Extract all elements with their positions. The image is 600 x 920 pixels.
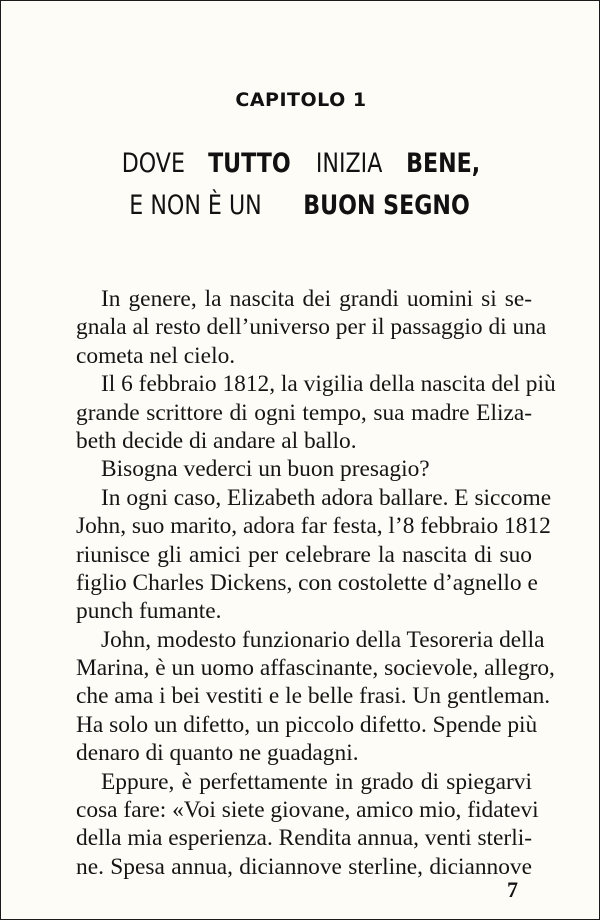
chapter-title-line-2 <box>1 185 600 227</box>
text-line: In genere, la nascita dei grandi uomini si se- <box>101 286 532 312</box>
text-line: gnala al resto dell’universo per il passaggio di una <box>76 314 547 341</box>
title-segment-bold: BENE, <box>406 148 481 179</box>
text-line: beth decide di andare al ballo. <box>76 427 357 454</box>
chapter-label: CAPITOLO 1 <box>235 89 367 111</box>
title-segment: INIZIA <box>308 148 390 179</box>
page-number: 7 <box>507 877 518 902</box>
text-line: In ogni caso, Elizabeth adora ballare. E siccome <box>101 484 552 511</box>
title-segment-bold: BUON SEGNO <box>302 190 470 221</box>
text-line: punch fumante. <box>76 598 222 625</box>
text-line: Il 6 febbraio 1812, la vigilia della nascita del più <box>101 371 556 398</box>
text-line: John, suo marito, adora far festa, l’8 febbraio 1812 <box>76 513 551 540</box>
text-line: Bisogna vederci un buon presagio? <box>101 456 430 483</box>
text-line: grande scrittore di ogni tempo, sua madre Eliza- <box>76 399 532 426</box>
text-line: cometa nel cielo. <box>76 342 236 369</box>
text-line: riunisce gli amici per celebrare la nascita di suo <box>76 541 532 568</box>
text-line: ne. Spesa annua, diciannove sterline, diciannove <box>76 853 532 880</box>
text-line: cosa fare: «Voi siete giovane, amico mio, fidatevi <box>76 797 539 824</box>
text-line: figlio Charles Dickens, con costolette d’agnello e <box>76 569 538 596</box>
title-segment: DOVE <box>121 148 192 179</box>
body-text <box>76 285 556 881</box>
text-line: della mia esperienza. Rendita annua, venti sterli- <box>76 825 532 852</box>
text-line: John, modesto funzionario della Tesoreria della <box>101 626 545 653</box>
chapter-title <box>1 143 600 227</box>
title-segment: E NON È UN <box>129 190 270 221</box>
text-line: che ama i bei vestiti e le belle frasi. Un gentleman. <box>76 683 551 710</box>
text-line: denaro di quanto ne guadagni. <box>76 740 359 767</box>
text-line: Eppure, è perfettamente in grado di spiegarvi <box>101 768 532 795</box>
title-segment-bold: TUTTO <box>208 148 291 179</box>
text-line: Marina, è un uomo affascinante, socievole, allegro, <box>76 655 555 682</box>
text-line: Ha solo un difetto, un piccolo difetto. Spende più <box>76 711 538 738</box>
chapter-title-line-1 <box>1 143 600 185</box>
